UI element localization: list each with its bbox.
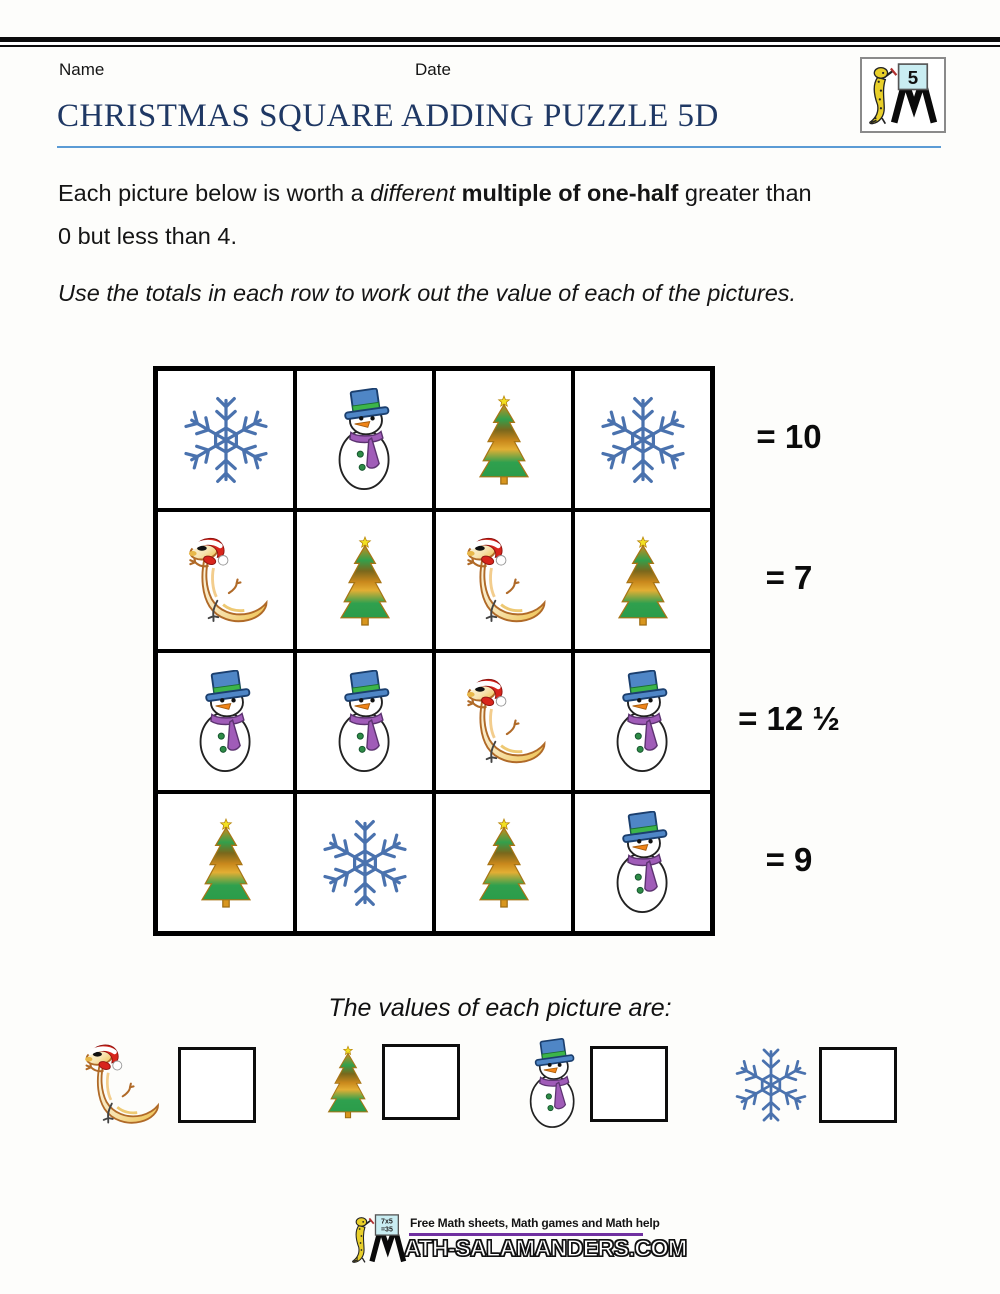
instructions-paragraph (58, 172, 958, 258)
logo-number: 5 (907, 66, 919, 88)
footer (0, 1210, 1000, 1272)
tree-icon (611, 531, 675, 631)
tree-icon (472, 813, 536, 913)
snowflake-icon (731, 1046, 811, 1124)
page-title: CHRISTMAS SQUARE ADDING PUZZLE 5D (57, 98, 719, 134)
grid-cell-tree (434, 369, 573, 510)
title-underline (57, 146, 941, 148)
grid-cell-snowflake (573, 369, 712, 510)
row-total: = 12 ½ (738, 699, 840, 737)
grid-cell-snowman (573, 792, 712, 933)
salamander-logo-icon (866, 63, 940, 127)
footer-site-name: ATH-SALAMANDERS.COM (404, 1235, 687, 1261)
grid-cell-salamander (434, 510, 573, 651)
instructions-text-end: greater than (684, 180, 812, 206)
footer-logo-icon (350, 1214, 408, 1265)
grid-cell-tree (573, 510, 712, 651)
grid-cell-salamander (156, 510, 295, 651)
row-total: = 7 (765, 558, 813, 596)
row-totals (705, 366, 873, 930)
grid-cell-salamander (434, 651, 573, 792)
tree-icon (333, 531, 397, 631)
instructions-text: Each picture below is worth a (58, 180, 371, 206)
snowman-icon (610, 811, 676, 915)
grid-cell-snowman (295, 369, 434, 510)
grid-cell-snowflake (295, 792, 434, 933)
row-total: = 10 (756, 417, 822, 455)
answer-group-snowman (524, 1038, 668, 1130)
answer-box-snowflake[interactable] (819, 1047, 897, 1123)
tree-icon (322, 1034, 374, 1130)
grid-cell-tree (434, 792, 573, 933)
grid-cell-snowman (295, 651, 434, 792)
values-heading: The values of each picture are: (328, 994, 672, 1022)
grid-cell-snowflake (156, 369, 295, 510)
footer-tagline: Free Math sheets, Math games and Math help (410, 1216, 660, 1230)
snowman-icon (332, 670, 398, 774)
snowflake-icon (175, 394, 277, 486)
answer-box-tree[interactable] (382, 1044, 460, 1120)
answer-group-snowflake (731, 1046, 897, 1124)
answer-box-salamander[interactable] (178, 1047, 256, 1123)
grid-cell-snowman (156, 651, 295, 792)
answer-group-salamander (70, 1042, 256, 1128)
salamander-icon (451, 676, 557, 768)
name-label: Name (59, 60, 105, 79)
snowman-icon (524, 1038, 582, 1130)
site-logo-badge (860, 57, 946, 133)
instructions-bold-phrase: multiple of one-half (455, 180, 685, 206)
grid-cell-snowman (573, 651, 712, 792)
tree-icon (472, 390, 536, 490)
salamander-icon (451, 535, 557, 627)
instructions-note: Use the totals in each row to work out the value of each of the pictures. (58, 280, 797, 306)
snowflake-icon (314, 817, 416, 909)
logo-board-line1: 7x5 (381, 1218, 393, 1226)
puzzle-grid (153, 366, 715, 936)
instructions-line2: 0 but less than 4. (58, 223, 237, 249)
instructions-italic-word: different (370, 180, 456, 206)
row-total: = 9 (765, 840, 813, 878)
top-divider (0, 37, 1000, 47)
snowflake-icon (592, 394, 694, 486)
date-label: Date (415, 60, 451, 79)
salamander-icon (70, 1042, 170, 1128)
snowman-icon (332, 388, 398, 492)
grid-cell-tree (156, 792, 295, 933)
grid-cell-tree (295, 510, 434, 651)
salamander-icon (173, 535, 279, 627)
logo-board-line2: =35 (380, 1226, 393, 1234)
answer-box-snowman[interactable] (590, 1046, 668, 1122)
tree-icon (194, 813, 258, 913)
snowman-icon (193, 670, 259, 774)
snowman-icon (610, 670, 676, 774)
answer-group-tree (322, 1034, 460, 1130)
